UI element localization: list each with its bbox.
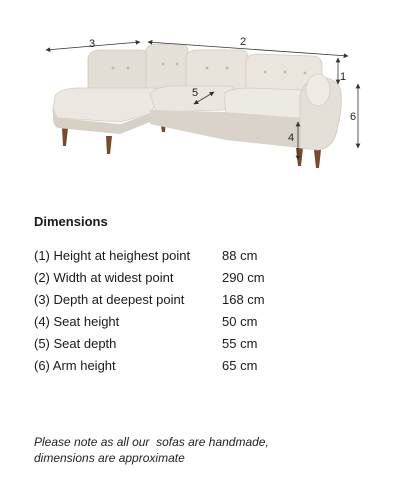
dimension-row <box>34 332 334 354</box>
dimension-value: 88 cm <box>222 247 258 263</box>
sofa-right-arm <box>300 74 341 150</box>
callout-6: 6 <box>350 111 357 123</box>
dimensions-table <box>34 244 334 376</box>
sofa-illustration <box>0 0 400 200</box>
dimension-label: (5) Seat depth <box>34 335 117 351</box>
dimension-row <box>34 310 334 332</box>
dimension-value: 55 cm <box>222 335 258 351</box>
callout-1: 1 <box>340 71 347 83</box>
callout-4: 4 <box>288 132 295 144</box>
dimension-row <box>34 288 334 310</box>
dimension-value: 290 cm <box>222 269 265 285</box>
dimension-label: (3) Depth at deepest point <box>34 291 185 307</box>
sofa-dimension-diagram <box>0 0 400 200</box>
note-line-1: Please note as all our sofas are handmade, <box>34 435 269 449</box>
dimensions-heading: Dimensions <box>34 214 108 229</box>
callout-3: 3 <box>89 38 96 50</box>
note-line-2: dimensions are approximate <box>34 451 185 465</box>
callout-2: 2 <box>240 36 247 48</box>
dimension-label: (6) Arm height <box>34 357 116 373</box>
dimension-label: (2) Width at widest point <box>34 269 174 285</box>
dimension-row <box>34 244 334 266</box>
dimension-value: 168 cm <box>222 291 265 307</box>
dimension-value: 50 cm <box>222 313 258 329</box>
callout-5: 5 <box>192 87 199 99</box>
dimension-label: (1) Height at heighest point <box>34 247 191 263</box>
dimension-row <box>34 266 334 288</box>
dimension-row <box>34 354 334 376</box>
handmade-note <box>34 434 269 466</box>
dimension-value: 65 cm <box>222 357 258 373</box>
dimension-label: (4) Seat height <box>34 313 120 329</box>
sofa-seats <box>150 86 310 148</box>
sofa-chaise <box>53 88 160 134</box>
